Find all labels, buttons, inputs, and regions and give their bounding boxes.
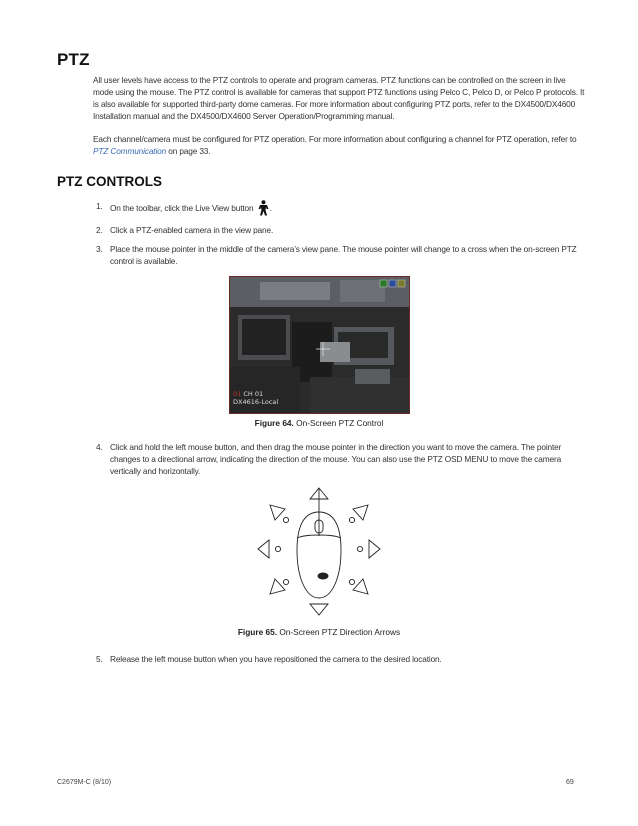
ptz-communication-link[interactable]: PTZ Communication — [93, 146, 167, 156]
config-page-ref: on page 33. — [168, 146, 211, 156]
config-paragraph — [93, 133, 585, 157]
camera-name: DX4616-Local — [233, 398, 279, 406]
step-number: 1. — [96, 201, 103, 211]
ptz-direction-arrows-diagram — [248, 484, 390, 618]
page-heading: PTZ — [57, 50, 90, 69]
figure-label: Figure 65. — [237, 627, 278, 637]
figure-64-caption — [0, 418, 638, 428]
step-text — [110, 200, 585, 216]
step-text: Place the mouse pointer in the middle of the camera’s view pane. The mouse pointer will change to a cross when the on-screen PTZ control is available. — [110, 244, 577, 266]
section-heading: PTZ CONTROLS — [57, 174, 162, 189]
figure-65-caption — [0, 627, 638, 637]
person-icon[interactable] — [257, 200, 270, 216]
arrow-down-right-icon — [353, 579, 368, 594]
arrow-up-right-icon — [353, 505, 368, 520]
config-text: Each channel/camera must be configured for PTZ operation. For more information about configuring a channel for PTZ operation, refer to — [93, 134, 577, 144]
step-number: 4. — [96, 442, 103, 452]
camera-channel: CH 01 — [243, 390, 264, 398]
page-number: 69 — [566, 779, 574, 786]
camera-overlay — [233, 390, 278, 406]
step-number: 2. — [96, 225, 103, 235]
step-1-text: On the toolbar, click the Live View button — [110, 203, 254, 213]
arrow-up-left-icon — [270, 505, 285, 520]
camera-number: 01 — [233, 390, 242, 398]
figure-title: On-Screen PTZ Control — [296, 418, 384, 428]
step-1-suffix: . — [269, 203, 272, 213]
step-text: Click and hold the left mouse button, and then drag the mouse pointer in the direction you want to move the camera. The pointer changes to a directional arrow, indicating the direction of the mouse. You can also use the PTZ OSD MENU to move the camera vertically and horizontally. — [110, 442, 562, 476]
step-number: 3. — [96, 244, 103, 254]
intro-paragraph: All user levels have access to the PTZ controls to operate and program cameras. PTZ functions can be controlled on the screen in live mode using the mouse. The PTZ control is available for cameras that support PTZ functions using Pelco C, Pelco D, or Pelco P protocols. It is also available for supported third-party dome cameras. For more information about configuring PTZ ports, refer to the DX4500/DX4600 Installation manual and the DX4500/DX4600 Server Operation/Programming manual. — [93, 75, 585, 121]
mouse-icon — [297, 488, 341, 598]
camera-view-pane[interactable] — [229, 276, 410, 414]
arrow-left-icon — [258, 540, 269, 558]
arrow-down-left-icon — [270, 579, 285, 594]
step-text: Click a PTZ-enabled camera in the view pane. — [110, 225, 274, 235]
step-number: 5. — [96, 654, 103, 664]
arrow-right-icon — [369, 540, 380, 558]
step-text: Release the left mouse button when you have repositioned the camera to the desired location. — [110, 654, 442, 664]
arrow-down-icon — [310, 604, 328, 615]
document-code: C2679M-C (8/10) — [57, 779, 112, 786]
figure-label: Figure 64. — [254, 418, 294, 428]
figure-title: On-Screen PTZ Direction Arrows — [279, 627, 401, 637]
